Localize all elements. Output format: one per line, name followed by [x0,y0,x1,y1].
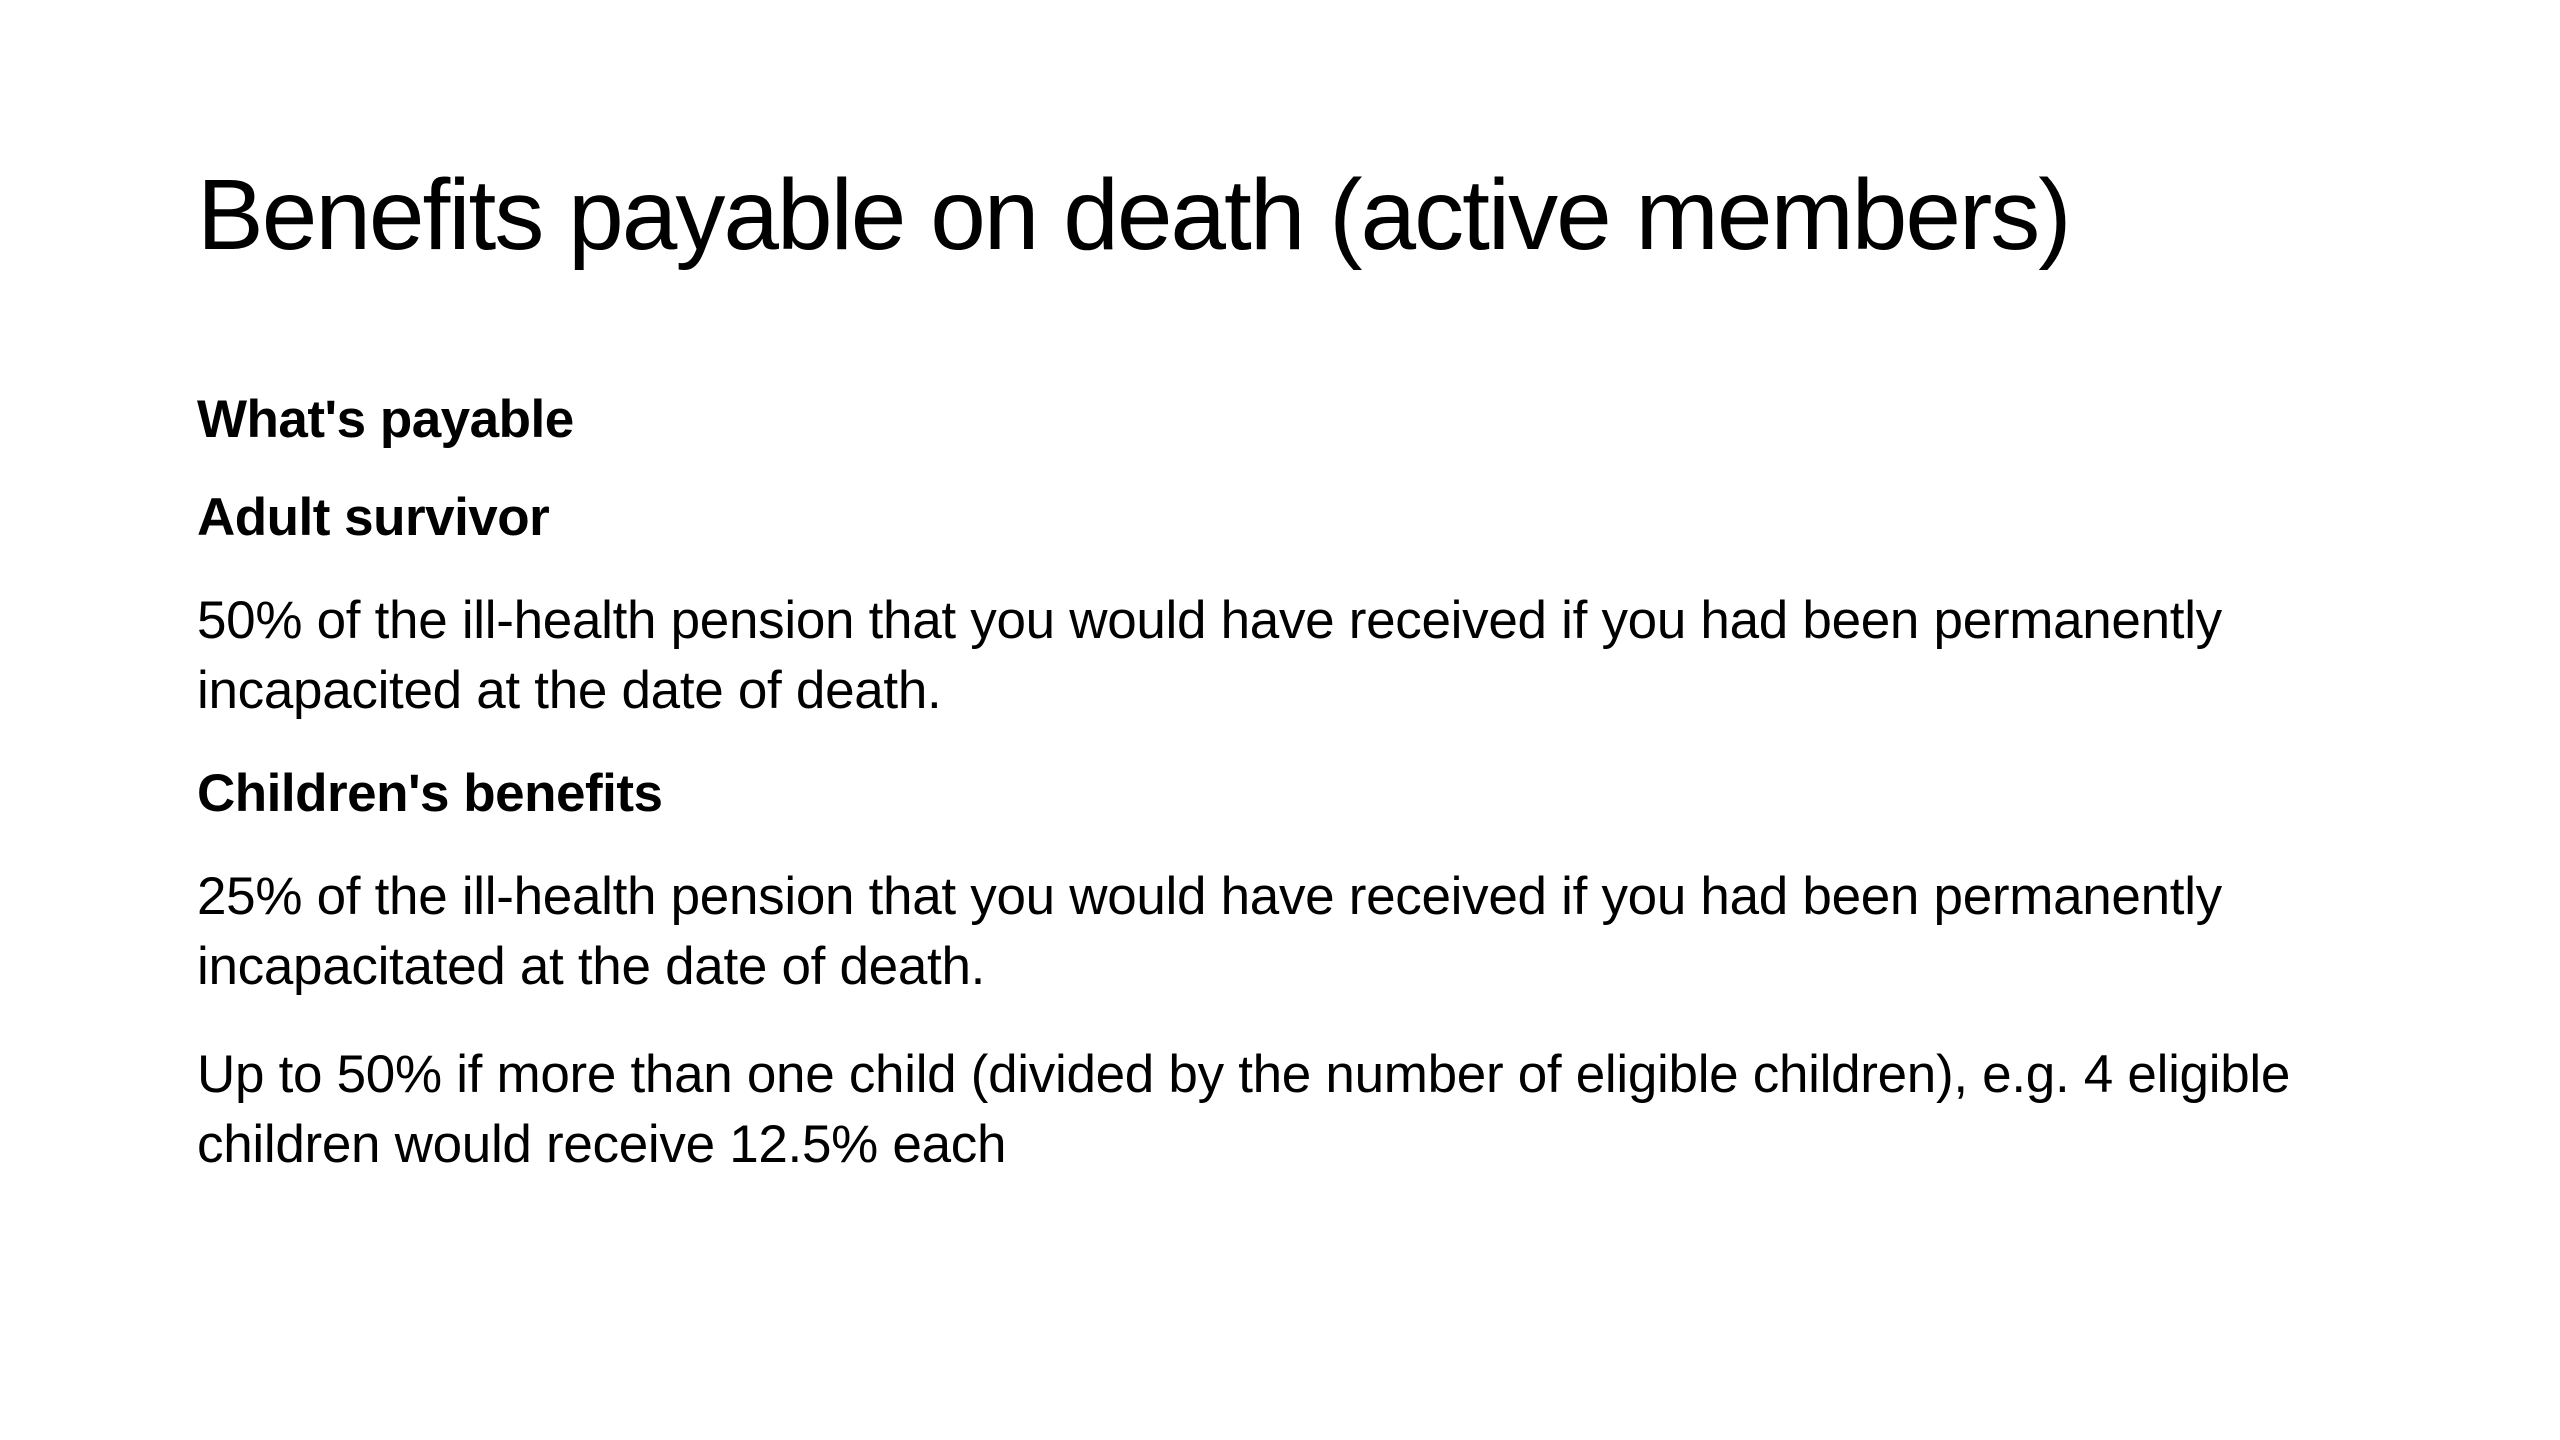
subheading-childrens-benefits: Children's benefits [197,764,663,823]
slide-title: Benefits payable on death (active members) [197,159,2070,271]
childrens-benefits-multiple-text: Up to 50% if more than one child (divided by the number of eligible children), e.g. 4 eligible children would receive 12.5% each [197,1045,2291,1174]
slide-content [197,390,2437,1218]
childrens-benefits-text: 25% of the ill-health pension that you would have received if you had been permanently incapacitated at the date of death. [197,867,2222,996]
adult-survivor-text: 50% of the ill-health pension that you would have received if you had been permanently incapacited at the date of death. [197,591,2222,720]
section-heading-whats-payable: What's payable [197,390,574,449]
subheading-adult-survivor: Adult survivor [197,488,550,547]
